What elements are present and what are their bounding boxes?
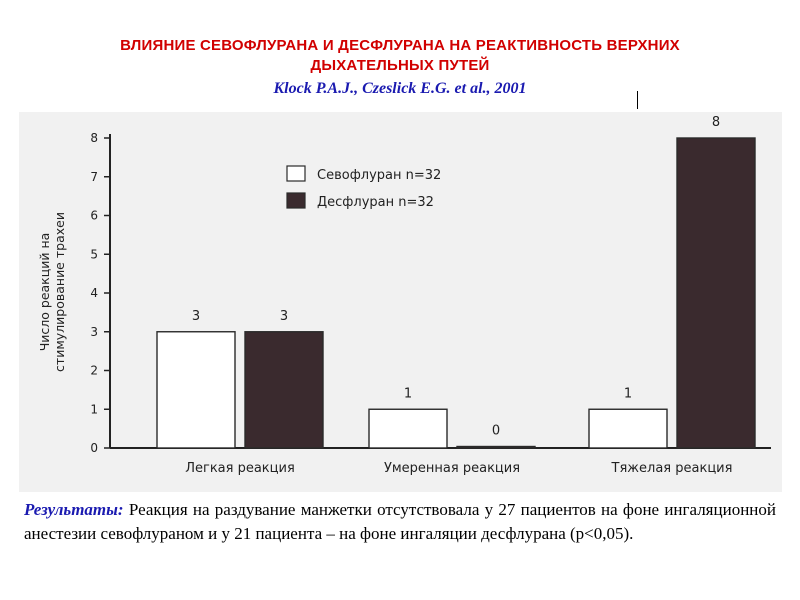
y-tick-label: 1 — [90, 402, 98, 417]
y-tick-label: 7 — [90, 169, 98, 184]
legend-label: Севофлуран n=32 — [317, 168, 442, 183]
bar-sevoflurane — [589, 409, 667, 448]
y-tick-label: 0 — [90, 441, 98, 455]
citation: Klock P.A.J., Czeslick E.G. et al., 2001 — [273, 80, 527, 97]
results-paragraph — [24, 498, 776, 545]
legend-swatch — [287, 193, 305, 208]
legend-swatch — [287, 166, 305, 181]
x-category-label: Тяжелая реакция — [611, 461, 733, 476]
x-category-label: Умеренная реакция — [383, 461, 521, 476]
y-tick-label: 4 — [90, 286, 98, 300]
y-tick-label: 3 — [90, 324, 98, 339]
bar-value-label: 0 — [491, 423, 501, 439]
bar-desflurane — [677, 138, 755, 448]
slide-title-line-1: ВЛИЯНИЕ СЕВОФЛУРАНА И ДЕСФЛУРАНА НА РЕАКТИВНОСТЬ ВЕРХНИХ — [120, 37, 680, 54]
chart-panel — [19, 112, 782, 492]
y-axis-label: Число реакций настимулирование трахеи — [37, 212, 67, 372]
bar-sevoflurane — [369, 409, 447, 448]
bar-value-label: 8 — [711, 115, 721, 130]
bar-chart — [19, 112, 782, 492]
bar-value-label: 1 — [623, 386, 633, 402]
x-category-label: Легкая реакция — [185, 461, 295, 476]
results-text: Реакция на раздувание манжетки отсутствовала у 27 пациентов на фоне ингаляционной анестезии севофлураном и у 21 пациента – на фоне ингаляции десфлурана (р<0,05). — [24, 500, 776, 543]
slide-title — [0, 36, 800, 76]
slide-title-line-2: ДЫХАТЕЛЬНЫХ ПУТЕЙ — [310, 57, 490, 74]
legend-label: Десфлуран n=32 — [317, 195, 434, 210]
bar-value-label: 3 — [279, 308, 289, 324]
bar-desflurane — [457, 447, 535, 449]
results-lead: Результаты: — [24, 500, 124, 519]
decorative-tick — [637, 91, 638, 109]
bar-sevoflurane — [157, 332, 235, 448]
y-tick-label: 6 — [90, 208, 98, 223]
bar-value-label: 3 — [191, 308, 201, 324]
bar-desflurane — [245, 332, 323, 448]
y-tick-label: 5 — [90, 247, 98, 262]
y-tick-label: 2 — [90, 363, 98, 378]
bar-value-label: 1 — [403, 386, 413, 402]
y-tick-label: 8 — [90, 131, 98, 145]
